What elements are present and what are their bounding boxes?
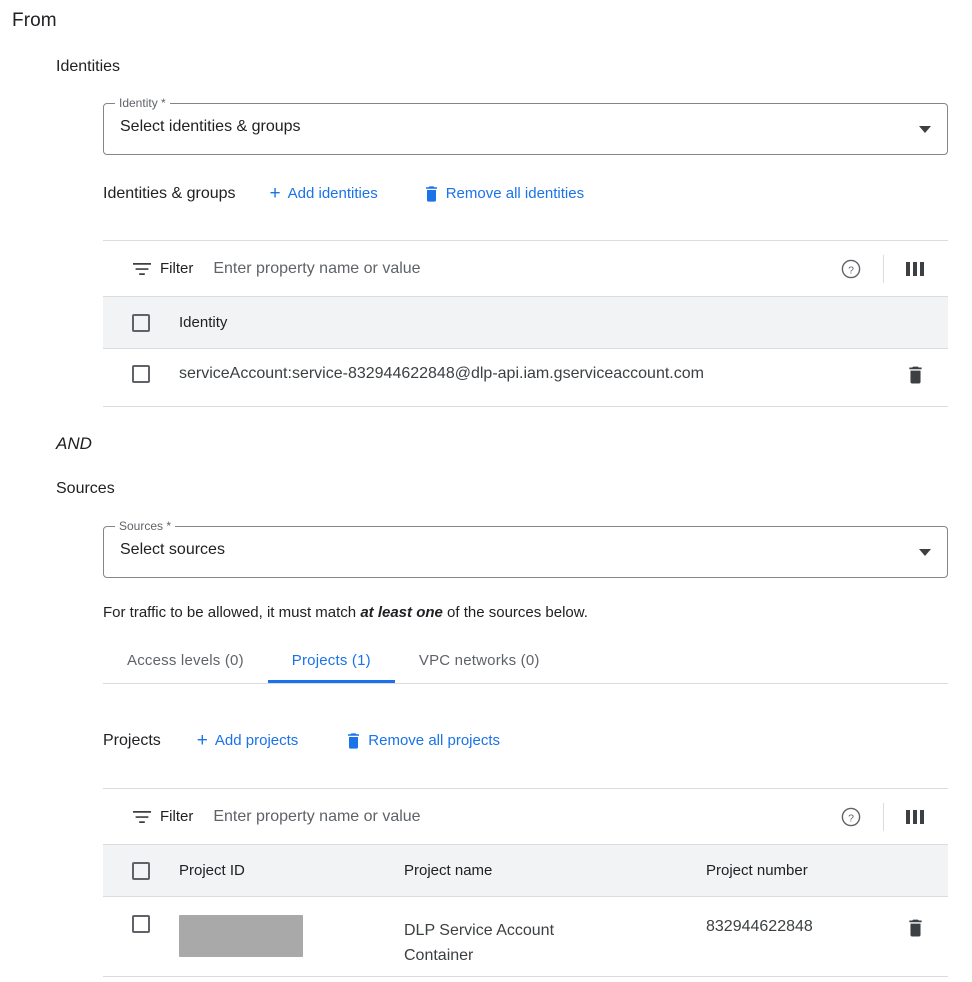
row-checkbox[interactable]	[132, 365, 150, 383]
helper-emphasis: at least one	[360, 604, 443, 621]
identities-table-header	[103, 297, 948, 349]
add-projects-label: Add projects	[214, 732, 299, 749]
add-identities-button[interactable]	[270, 184, 378, 203]
trash-icon	[424, 185, 439, 202]
tab-projects[interactable]: Projects (1)	[268, 652, 395, 683]
identities-section-title: Identities	[56, 58, 121, 75]
help-icon[interactable]	[841, 807, 861, 827]
column-settings-icon[interactable]	[906, 809, 924, 825]
remove-all-projects-label: Remove all projects	[368, 732, 501, 749]
cell-project-id	[179, 911, 404, 962]
sources-select-legend: Sources *	[115, 519, 175, 533]
identities-actions-label: Identities & groups	[103, 184, 236, 202]
select-all-projects-checkbox-cell[interactable]	[103, 862, 179, 880]
plus-icon: +	[196, 730, 208, 751]
identity-select-legend: Identity *	[115, 96, 170, 110]
row-checkbox[interactable]	[132, 915, 150, 933]
redacted-value	[179, 915, 303, 957]
helper-prefix: For traffic to be allowed, it must match	[103, 604, 361, 621]
select-all-identities-checkbox[interactable]	[132, 314, 150, 332]
remove-all-projects-button[interactable]	[346, 732, 500, 749]
filter-icon	[133, 810, 151, 824]
page-title: From	[12, 10, 57, 31]
identity-select[interactable]	[103, 96, 948, 155]
tab-vpc-networks[interactable]: VPC networks (0)	[418, 652, 540, 669]
cell-identity: serviceAccount:service-832944622848@dlp-api.iam.gserviceaccount.com	[179, 365, 704, 382]
column-header-project-name: Project name	[404, 862, 493, 879]
and-separator: AND	[56, 434, 92, 453]
row-checkbox-cell[interactable]	[103, 365, 179, 383]
projects-table	[103, 788, 948, 977]
identities-table	[103, 240, 948, 407]
delete-project-button[interactable]	[907, 918, 924, 942]
projects-filter-input[interactable]	[211, 807, 841, 827]
row-checkbox-cell[interactable]	[103, 911, 179, 933]
trash-icon	[346, 732, 361, 749]
cell-project-number: 832944622848	[706, 918, 813, 935]
identities-filter-input[interactable]	[211, 259, 841, 279]
projects-actions	[103, 731, 500, 750]
sources-select[interactable]	[103, 519, 948, 578]
column-header-identity: Identity	[179, 314, 228, 331]
tab-access-levels[interactable]: Access levels (0)	[127, 652, 244, 669]
toolbar-divider	[883, 803, 884, 831]
identities-filter-bar[interactable]	[103, 241, 948, 297]
sources-section-title: Sources	[56, 480, 115, 497]
projects-table-header	[103, 845, 948, 897]
projects-actions-label: Projects	[103, 731, 161, 749]
sources-helper-text	[103, 604, 588, 621]
chevron-down-icon[interactable]	[919, 549, 931, 556]
plus-icon: +	[269, 183, 281, 204]
add-projects-button[interactable]	[197, 731, 299, 750]
identity-select-value: Select identities & groups	[120, 118, 301, 135]
select-all-projects-checkbox[interactable]	[132, 862, 150, 880]
project-name-line-1: DLP Service Account	[404, 922, 555, 939]
sources-select-value: Select sources	[120, 541, 225, 558]
column-settings-icon[interactable]	[906, 261, 924, 277]
delete-identity-button[interactable]	[907, 365, 924, 389]
projects-filter-label: Filter	[160, 808, 194, 825]
identities-actions	[103, 184, 584, 203]
identities-filter-label: Filter	[160, 260, 194, 277]
toolbar-divider	[883, 255, 884, 283]
column-header-project-id: Project ID	[179, 862, 245, 879]
cell-project-name	[404, 911, 706, 968]
svg-text:?: ?	[848, 263, 854, 276]
svg-text:?: ?	[848, 811, 854, 824]
select-all-identities-checkbox-cell[interactable]	[103, 314, 179, 332]
sources-tabs	[103, 652, 948, 684]
help-icon[interactable]	[841, 259, 861, 279]
table-row[interactable]	[103, 897, 948, 977]
remove-all-identities-button[interactable]	[424, 185, 584, 202]
chevron-down-icon[interactable]	[919, 126, 931, 133]
column-header-project-number: Project number	[706, 862, 808, 879]
add-identities-label: Add identities	[287, 185, 378, 202]
helper-suffix: of the sources below.	[442, 604, 588, 621]
project-name-line-2: Container	[404, 947, 474, 964]
filter-icon	[133, 262, 151, 276]
table-row[interactable]	[103, 349, 948, 407]
remove-all-identities-label: Remove all identities	[445, 185, 585, 202]
projects-filter-bar[interactable]	[103, 789, 948, 845]
